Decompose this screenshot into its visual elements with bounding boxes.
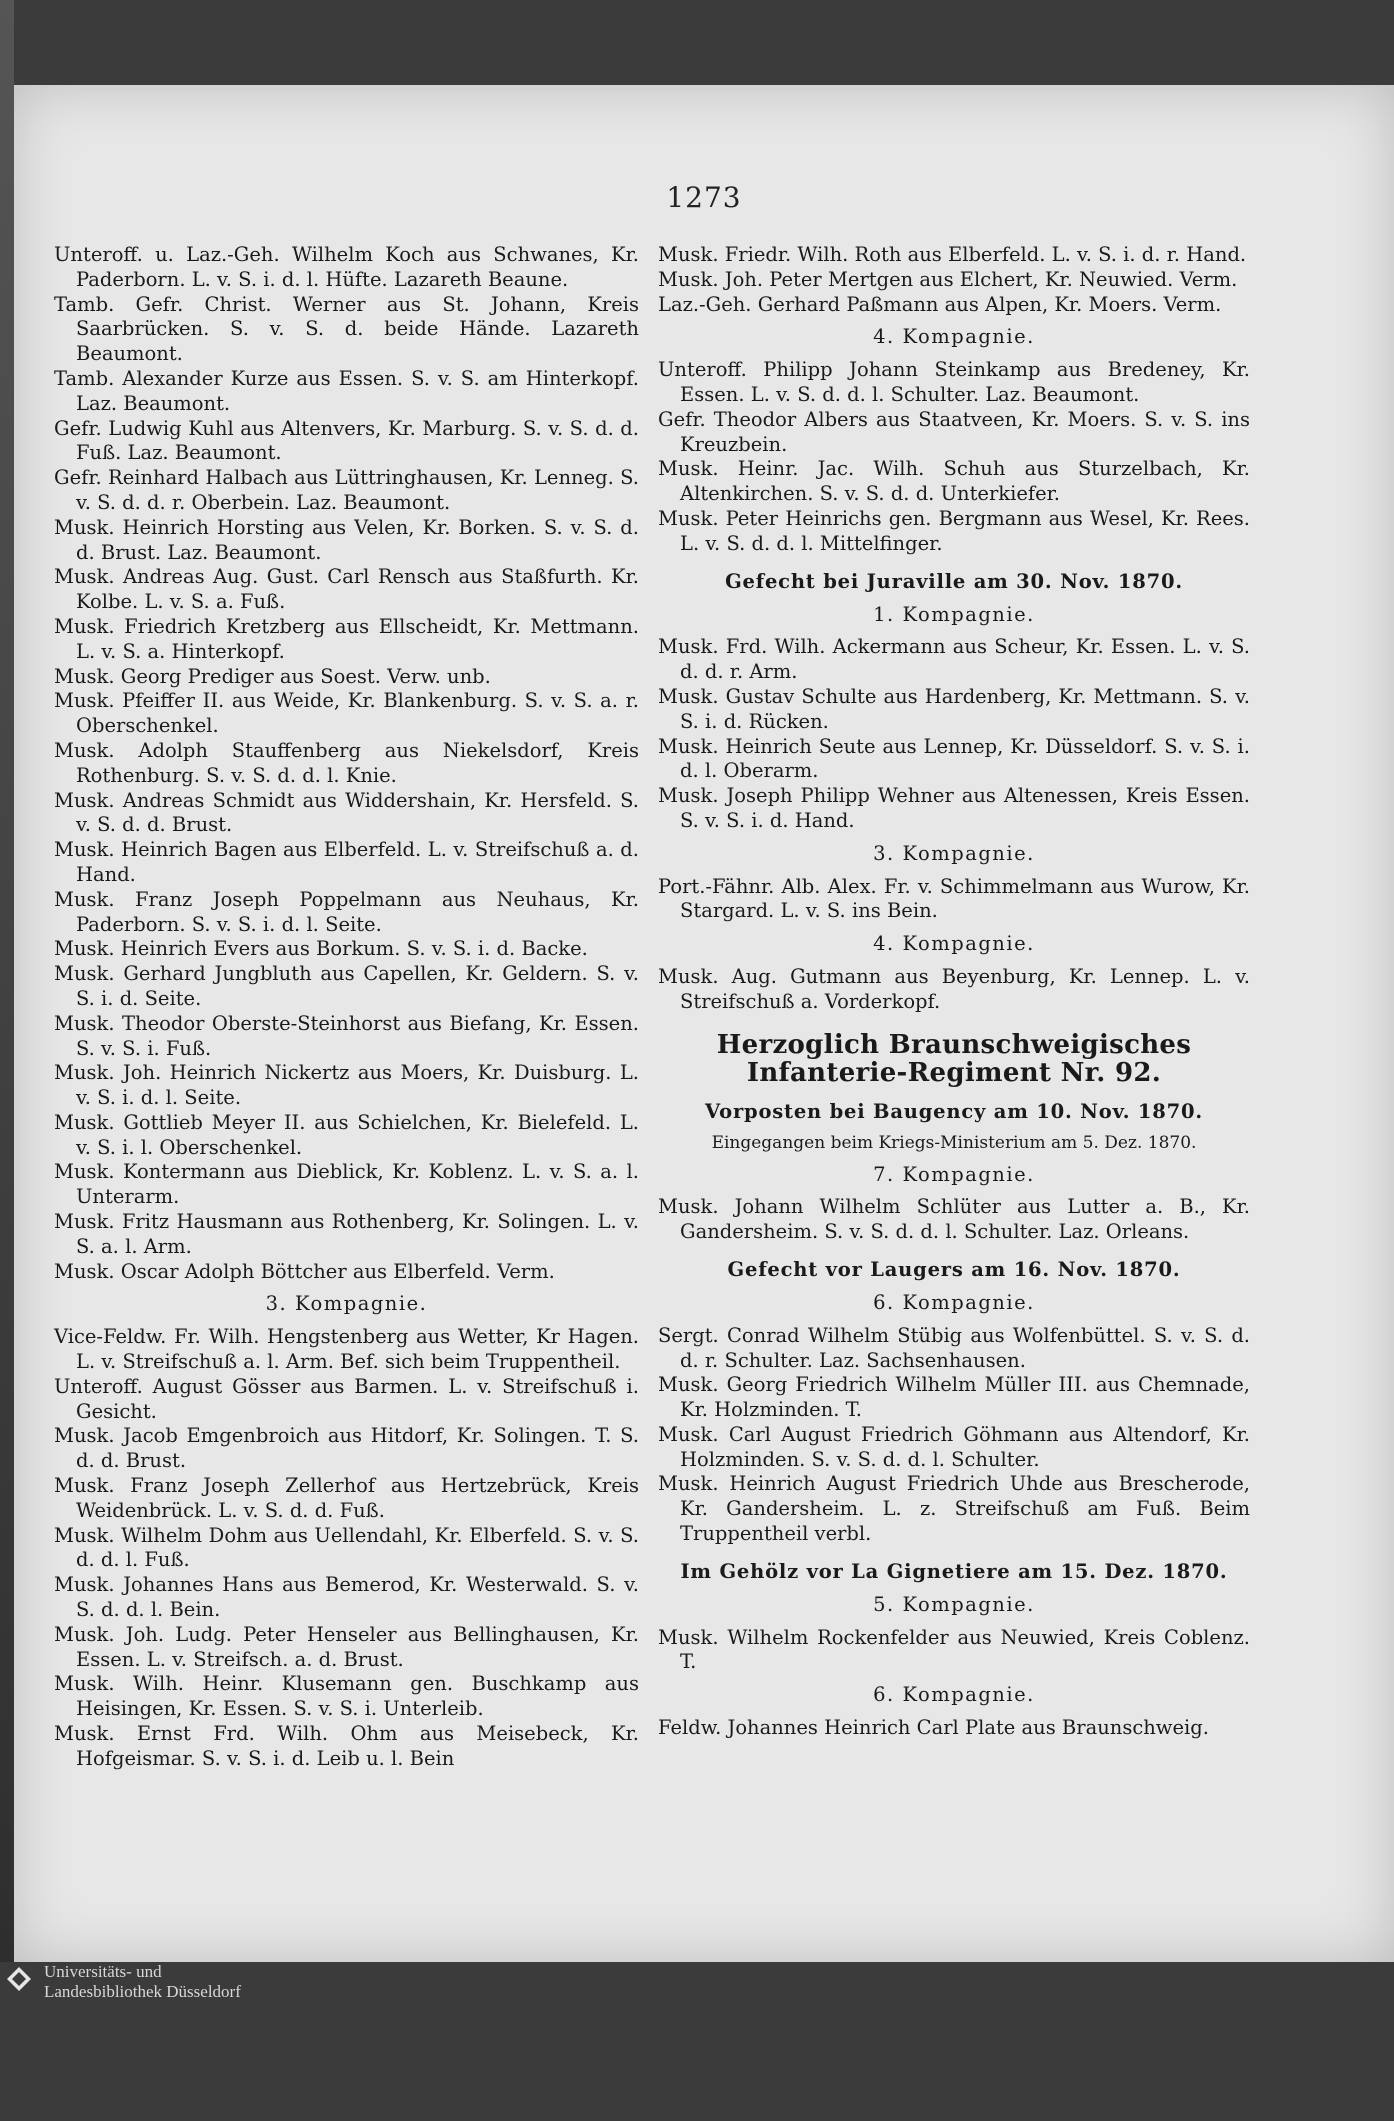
casualty-entry: Musk. Gerhard Jungbluth aus Capellen, Kr. Geldern. S. v. S. i. d. Seite. — [54, 962, 639, 1010]
casualty-entry: Musk. Carl August Friedrich Göhmann aus Altendorf, Kr. Holzminden. S. v. S. d. d. l. Schulter. — [658, 1422, 1250, 1471]
company-heading: 4. Kompagnie. — [873, 325, 1035, 349]
library-name-line-1: Universitäts- und — [44, 1962, 162, 1981]
casualty-entry: Musk. Oscar Adolph Böttcher aus Elberfeld. Verm. — [54, 1259, 555, 1283]
casualty-entry: Musk. Franz Joseph Poppelmann aus Neuhaus, Kr. Paderborn. S. v. S. i. d. l. Seite. — [54, 887, 639, 936]
casualty-entry: Unteroff. Philipp Johann Steinkamp aus Bredeney, Kr. Essen. L. v. S. d. d. l. Schulter. Laz. Beaumont. — [658, 358, 1250, 406]
casualty-entry: Gefr. Theodor Albers aus Staatveen, Kr. Moers. S. v. S. ins Kreuzbein. — [658, 407, 1250, 456]
casualty-entry: Musk. Friedr. Wilh. Roth aus Elberfeld. L. v. S. i. d. r. Hand. — [658, 243, 1247, 266]
company-heading: 5. Kompagnie. — [873, 1592, 1035, 1616]
casualty-entry: Gefr. Ludwig Kuhl aus Altenvers, Kr. Marburg. S. v. S. d. d. Fuß. Laz. Beaumont. — [54, 416, 639, 465]
casualty-entry: Musk. Gottlieb Meyer II. aus Schielchen, Kr. Bielefeld. L. v. S. i. l. Oberschenkel. — [54, 1110, 639, 1159]
casualty-entry: Musk. Andreas Aug. Gust. Carl Rensch aus Staßfurth. Kr. Kolbe. L. v. S. a. Fuß. — [54, 565, 639, 614]
scanned-page — [14, 85, 1394, 1962]
casualty-entry: Musk. Heinrich August Friedrich Uhde aus Brescherode, Kr. Gandersheim. L. z. Streifschuß am Fuß. Beim Truppentheil verbl. — [658, 1472, 1250, 1546]
left-column — [54, 243, 639, 1772]
casualty-entry: Musk. Friedrich Kretzberg aus Ellscheidt, Kr. Mettmann. L. v. S. a. Hinterkopf. — [54, 614, 639, 663]
library-footer — [0, 1962, 1394, 2121]
casualty-entry: Musk. Wilhelm Rockenfelder aus Neuwied, Kreis Coblenz. T. — [658, 1625, 1250, 1674]
battle-heading: Gefecht vor Laugers am 16. Nov. 1870. — [727, 1257, 1181, 1281]
casualty-entry: Musk. Georg Friedrich Wilhelm Müller III. aus Chemnade, Kr. Holzminden. T. — [658, 1373, 1250, 1422]
casualty-entry: Musk. Johannes Hans aus Bemerod, Kr. Westerwald. S. v. S. d. d. l. Bein. — [54, 1573, 639, 1622]
casualty-entry: Musk. Wilhelm Dohm aus Uellendahl, Kr. Elberfeld. S. v. S. d. d. l. Fuß. — [54, 1523, 639, 1572]
casualty-entry: Musk. Heinrich Horsting aus Velen, Kr. Borken. S. v. S. d. d. Brust. Laz. Beaumont. — [54, 515, 639, 564]
casualty-entry: Musk. Pfeiffer II. aus Weide, Kr. Blankenburg. S. v. S. a. r. Oberschenkel. — [54, 689, 639, 738]
company-heading: 4. Kompagnie. — [873, 932, 1035, 956]
casualty-entry: Musk. Ernst Frd. Wilh. Ohm aus Meisebeck, Kr. Hofgeismar. S. v. S. i. d. Leib u. l. Bein — [54, 1722, 639, 1770]
company-heading: 7. Kompagnie. — [873, 1162, 1035, 1186]
casualty-entry: Vice-Feldw. Fr. Wilh. Hengstenberg aus Wetter, Kr Hagen. L. v. Streifschuß a. l. Arm. Bef. sich beim Truppentheil. — [54, 1325, 639, 1374]
casualty-entry: Unteroff. August Gösser aus Barmen. L. v. Streifschuß i. Gesicht. — [54, 1374, 639, 1423]
company-heading: 1. Kompagnie. — [873, 602, 1035, 626]
battle-heading: Gefecht bei Juraville am 30. Nov. 1870. — [725, 569, 1183, 593]
casualty-entry: Musk. Johann Wilhelm Schlüter aus Lutter a. B., Kr. Gandersheim. S. v. S. d. d. l. Schulter. Laz. Orleans. — [658, 1195, 1250, 1244]
casualty-entry: Musk. Franz Joseph Zellerhof aus Hertzebrück, Kreis Weidenbrück. L. v. S. d. d. Fuß. — [54, 1474, 639, 1522]
casualty-entry: Musk. Heinr. Jac. Wilh. Schuh aus Sturzelbach, Kr. Altenkirchen. S. v. S. d. d. Unterkiefer. — [658, 457, 1250, 506]
casualty-entry: Musk. Theodor Oberste-Steinhorst aus Biefang, Kr. Essen. S. v. S. i. Fuß. — [54, 1011, 639, 1060]
casualty-entry: Musk. Andreas Schmidt aus Widdershain, Kr. Hersfeld. S. v. S. d. d. Brust. — [54, 788, 639, 837]
casualty-entry: Musk. Gustav Schulte aus Hardenberg, Kr. Mettmann. S. v. S. i. d. Rücken. — [658, 684, 1250, 733]
library-name-line-2: Landesbibliothek Düsseldorf — [44, 1982, 241, 2001]
casualty-entry: Unteroff. u. Laz.-Geh. Wilhelm Koch aus Schwanes, Kr. Paderborn. L. v. S. i. d. l. Hüfte. Lazareth Beaune. — [54, 243, 639, 291]
casualty-entry: Gefr. Reinhard Halbach aus Lüttringhausen, Kr. Lenneg. S. v. S. d. d. r. Oberbein. Laz. Beaumont. — [54, 466, 639, 514]
regiment-heading: Herzoglich Braunschweigisches Infanterie-Regiment Nr. 92. — [716, 1029, 1192, 1088]
company-heading: 3. Kompagnie. — [265, 1292, 428, 1316]
casualty-entry: Musk. Adolph Stauffenberg aus Niekelsdorf, Kreis Rothenburg. S. v. S. d. d. l. Knie. — [54, 738, 639, 787]
casualty-entry: Musk. Frd. Wilh. Ackermann aus Scheur, Kr. Essen. L. v. S. d. d. r. Arm. — [658, 635, 1250, 684]
scan-edge — [0, 0, 14, 1962]
ulb-diamond-icon — [6, 1966, 32, 1992]
battle-heading: Vorposten bei Baugency am 10. Nov. 1870. — [705, 1099, 1203, 1123]
casualty-entry: Musk. Kontermann aus Dieblick, Kr. Koblenz. L. v. S. a. l. Unterarm. — [54, 1160, 639, 1209]
right-column — [658, 243, 1250, 1741]
casualty-entry: Tamb. Gefr. Christ. Werner aus St. Johann, Kreis Saarbrücken. S. v. S. d. beide Hände. Lazareth Beaumont. — [54, 292, 639, 366]
casualty-entry: Musk. Wilh. Heinr. Klusemann gen. Buschkamp aus Heisingen, Kr. Essen. S. v. S. i. Unterleib. — [54, 1672, 639, 1721]
casualty-entry: Port.-Fähnr. Alb. Alex. Fr. v. Schimmelmann aus Wurow, Kr. Stargard. L. v. S. ins Bein. — [658, 874, 1250, 923]
casualty-entry: Musk. Joh. Peter Mertgen aus Elchert, Kr. Neuwied. Verm. — [658, 267, 1238, 291]
page-number: 1273 — [666, 181, 742, 214]
casualty-entry: Tamb. Alexander Kurze aus Essen. S. v. S. am Hinterkopf. Laz. Beaumont. — [54, 366, 639, 415]
casualty-entry: Musk. Joh. Ludg. Peter Henseler aus Bellinghausen, Kr. Essen. L. v. Streifsch. a. d. Brust. — [54, 1622, 639, 1671]
battle-heading: Im Gehölz vor La Gignetiere am 15. Dez. 1870. — [680, 1559, 1228, 1583]
casualty-entry: Musk. Joseph Philipp Wehner aus Altenessen, Kreis Essen. S. v. S. i. d. Hand. — [658, 784, 1250, 832]
company-heading: 6. Kompagnie. — [873, 1290, 1035, 1314]
casualty-entry: Musk. Aug. Gutmann aus Beyenburg, Kr. Lennep. L. v. Streifschuß a. Vorderkopf. — [658, 964, 1250, 1013]
casualty-entry: Sergt. Conrad Wilhelm Stübig aus Wolfenbüttel. S. v. S. d. d. r. Schulter. Laz. Sachsenhausen. — [658, 1323, 1250, 1372]
casualty-entry: Musk. Heinrich Bagen aus Elberfeld. L. v. Streifschuß a. d. Hand. — [54, 838, 639, 886]
casualty-entry: Feldw. Johannes Heinrich Carl Plate aus Braunschweig. — [658, 1716, 1209, 1740]
casualty-entry: Musk. Fritz Hausmann aus Rothenberg, Kr. Solingen. L. v. S. a. l. Arm. — [54, 1210, 639, 1258]
casualty-entry: Musk. Joh. Heinrich Nickertz aus Moers, Kr. Duisburg. L. v. S. i. d. l. Seite. — [54, 1061, 639, 1110]
casualty-entry: Musk. Heinrich Evers aus Borkum. S. v. S. i. d. Backe. — [54, 937, 588, 961]
casualty-entry: Laz.-Geh. Gerhard Paßmann aus Alpen, Kr. Moers. Verm. — [658, 292, 1222, 316]
casualty-entry: Musk. Peter Heinrichs gen. Bergmann aus Wesel, Kr. Rees. L. v. S. d. d. l. Mittelfinger. — [658, 506, 1250, 555]
note-line: Eingegangen beim Kriegs-Ministerium am 5. Dez. 1870. — [711, 1132, 1197, 1153]
casualty-entry: Musk. Jacob Emgenbroich aus Hitdorf, Kr. Solingen. T. S. d. d. Brust. — [54, 1424, 639, 1473]
casualty-entry: Musk. Heinrich Seute aus Lennep, Kr. Düsseldorf. S. v. S. i. d. l. Oberarm. — [658, 734, 1250, 783]
company-heading: 6. Kompagnie. — [873, 1683, 1035, 1707]
casualty-entry: Musk. Georg Prediger aus Soest. Verw. unb. — [54, 664, 491, 688]
company-heading: 3. Kompagnie. — [873, 841, 1035, 865]
